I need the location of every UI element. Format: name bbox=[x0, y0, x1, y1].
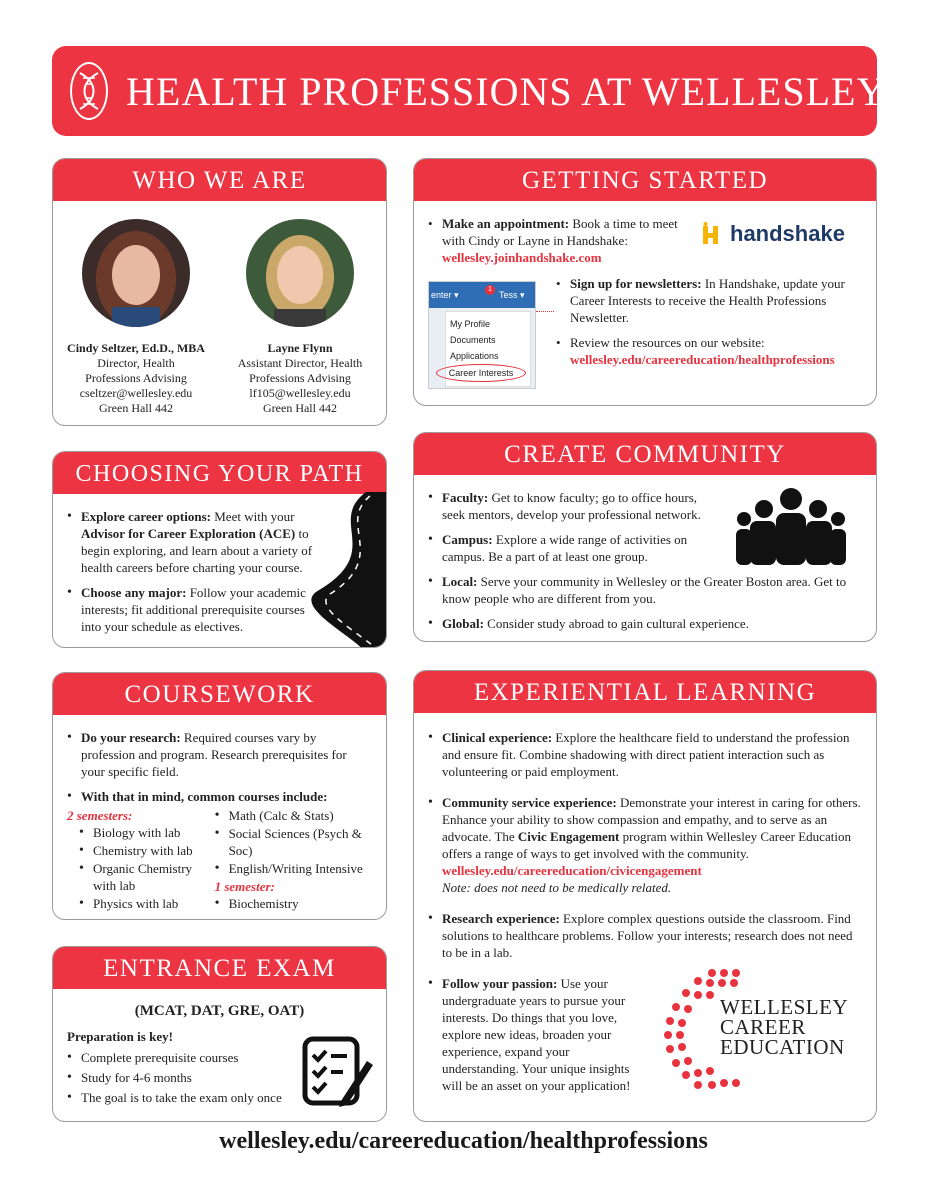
exam-prep: Preparation is key! bbox=[67, 1029, 173, 1044]
layne-role2: Professions Advising bbox=[249, 371, 351, 385]
menu-badge: 1 bbox=[485, 285, 495, 295]
checklist-icon bbox=[301, 1035, 375, 1109]
menu-item-profile[interactable]: My Profile bbox=[450, 319, 491, 329]
road-icon bbox=[306, 492, 386, 648]
cindy-name: Cindy Seltzer, Ed.D., MBA bbox=[67, 341, 205, 355]
handshake-link[interactable]: wellesley.joinhandshake.com bbox=[442, 250, 602, 265]
logo-line-3: EDUCATION bbox=[720, 1035, 845, 1059]
service-note: Note: does not need to be medically related. bbox=[442, 880, 672, 895]
review-link[interactable]: wellesley.edu/careereducation/healthprofessions bbox=[570, 352, 835, 367]
course-one-0: • Biochemistry bbox=[215, 895, 372, 912]
handshake-menu-screenshot bbox=[428, 281, 536, 389]
person-cindy bbox=[61, 219, 211, 416]
appt-text: Book a time to meet with Cindy or Layne in Handshake: bbox=[442, 216, 678, 248]
exp-service: • Community service experience: Demonstrate your interest in caring for others. Enhance your ability to show compassion and empathy, and to serve as an advocate. The Civic Engagement program within Wellesley Career Education offers a range of ways to get involved with the community. wellesley.edu/careereducation/civicengagement Note: does not need to be medically related. bbox=[428, 794, 862, 896]
getting-started-card: GETTING STARTED • Make an appointment: Book a time to meet with Cindy or Layne in Handshake: wellesley.joinhandshake.com handshake enter ▾ 1 Tess ▾ My Profile Documents Applications Career Interests • Sign up for newsletters: In Handshake, update your Career Interests to receive the Health Professions Newsletter. • Review the resources on our website: wellesley.edu/careereducation/healthprofessions bbox=[413, 158, 877, 406]
community-campus: • Campus: Explore a wide range of activities on campus. Be a part of at least one group. bbox=[428, 531, 712, 565]
course-common: • With that in mind, common courses include: bbox=[67, 788, 372, 805]
choosing-path-card bbox=[52, 451, 387, 648]
course-left-1: • Chemistry with lab bbox=[79, 842, 215, 859]
community-faculty: • Faculty: Get to know faculty; go to office hours, seek mentors, develop your professional network. bbox=[428, 489, 712, 523]
course-left-3: • Physics with lab bbox=[79, 895, 215, 912]
exam-item-0: • Complete prerequisite courses bbox=[67, 1049, 372, 1066]
path-item-explore: • Explore career options: Meet with your Advisor for Career Exploration (ACE) to begin exploring, and learn about a variety of health careers before charting your course. bbox=[67, 508, 316, 576]
path-item-major: • Choose any major: Follow your academic interests; fit additional prerequisite courses into your schedule as electives. bbox=[67, 584, 316, 635]
people-group-icon bbox=[736, 487, 846, 567]
page-header bbox=[52, 46, 887, 136]
wellesley-career-logo bbox=[662, 967, 872, 1091]
handshake-logo-text: handshake bbox=[730, 221, 845, 246]
coursework-title: COURSEWORK bbox=[53, 673, 386, 715]
course-right-0: • Math (Calc & Stats) bbox=[215, 807, 372, 824]
person-layne bbox=[225, 219, 375, 416]
news-bold: Sign up for newsletters: bbox=[570, 276, 702, 291]
cindy-role1: Director, Health bbox=[97, 356, 175, 370]
community-global: • Global: Consider study abroad to gain cultural experience. bbox=[428, 615, 862, 632]
menu-item-career-interests[interactable]: Career Interests bbox=[436, 364, 526, 382]
experiential-card bbox=[413, 670, 877, 1122]
page-title: HEALTH PROFESSIONS AT WELLESLEY bbox=[126, 68, 887, 114]
course-right-2: • English/Writing Intensive bbox=[215, 860, 372, 877]
two-semesters-label: 2 semesters: bbox=[67, 808, 133, 823]
handshake-logo-icon bbox=[702, 222, 726, 246]
exam-item-2: • The goal is to take the exam only once bbox=[67, 1089, 372, 1106]
one-semester-label: 1 semester: bbox=[214, 879, 275, 894]
review-text: Review the resources on our website: bbox=[570, 335, 765, 350]
getting-started-title: GETTING STARTED bbox=[414, 159, 876, 201]
course-left-0: • Biology with lab bbox=[79, 824, 215, 841]
civic-link[interactable]: wellesley.edu/careereducation/civicengagement bbox=[442, 863, 702, 878]
exam-subtitle: (MCAT, DAT, GRE, OAT) bbox=[134, 1003, 305, 1019]
handshake-logo bbox=[702, 221, 845, 247]
layne-name: Layne Flynn bbox=[267, 341, 333, 355]
appt-bold: Make an appointment: bbox=[442, 216, 570, 231]
menu-connector bbox=[536, 311, 554, 312]
exp-clinical: • Clinical experience: Explore the healthcare field to understand the profession and ensure fit. Combine shadowing with direct patient interaction such as volunteering or paid employment. bbox=[428, 729, 862, 780]
entrance-exam-card bbox=[52, 946, 387, 1122]
who-we-are-card bbox=[52, 158, 387, 426]
layne-photo bbox=[246, 219, 354, 327]
menu-left: enter ▾ bbox=[431, 289, 459, 300]
cindy-role2: Professions Advising bbox=[85, 371, 187, 385]
community-local: • Local: Serve your community in Wellesley or the Greater Boston area. Get to know people who are different from you. bbox=[428, 573, 862, 607]
course-left-2: • Organic Chemistry with lab bbox=[79, 860, 215, 894]
entrance-exam-title: ENTRANCE EXAM bbox=[53, 947, 386, 989]
layne-role1: Assistant Director, Health bbox=[237, 356, 363, 370]
cindy-photo bbox=[82, 219, 190, 327]
cindy-office: Green Hall 442 bbox=[99, 401, 173, 415]
who-we-are-title: WHO WE ARE bbox=[53, 159, 386, 201]
logo-line-2: CAREER bbox=[720, 1015, 806, 1039]
menu-item-documents[interactable]: Documents bbox=[450, 335, 496, 345]
exp-passion: • Follow your passion: Use your undergraduate years to pursue your interests. Do things that you love, explore new ideas, broaden your experience, expand your understanding. Your unique insights will be an asset on your application! bbox=[428, 975, 648, 1094]
news-text: In Handshake, update your Career Interests to receive the Health Professions Newsletter. bbox=[570, 276, 845, 325]
logo-line-1: WELLESLEY bbox=[720, 995, 849, 1019]
choosing-path-title: CHOOSING YOUR PATH bbox=[53, 452, 386, 494]
coursework-card bbox=[52, 672, 387, 920]
dna-icon bbox=[70, 62, 108, 120]
menu-item-applications[interactable]: Applications bbox=[450, 351, 499, 361]
footer-url[interactable]: wellesley.edu/careereducation/healthprofessions bbox=[219, 1128, 708, 1154]
course-research: • Do your research: Required courses vary by profession and program. Research prerequisites for your specific field. bbox=[67, 729, 372, 780]
exam-item-1: • Study for 4-6 months bbox=[67, 1069, 372, 1086]
create-community-title: CREATE COMMUNITY bbox=[414, 433, 876, 475]
menu-user[interactable]: Tess ▾ bbox=[499, 289, 525, 300]
course-right-1: • Social Sciences (Psych & Soc) bbox=[215, 825, 372, 859]
create-community-card bbox=[413, 432, 877, 642]
experiential-title: EXPERIENTIAL LEARNING bbox=[414, 671, 876, 713]
layne-email[interactable]: lf105@wellesley.edu bbox=[249, 386, 351, 400]
exp-research: • Research experience: Explore complex questions outside the classroom. Find solutions to healthcare problems. Follow your interests; research does not need to be in a lab. bbox=[428, 910, 862, 961]
cindy-email[interactable]: cseltzer@wellesley.edu bbox=[79, 386, 193, 400]
layne-office: Green Hall 442 bbox=[263, 401, 337, 415]
